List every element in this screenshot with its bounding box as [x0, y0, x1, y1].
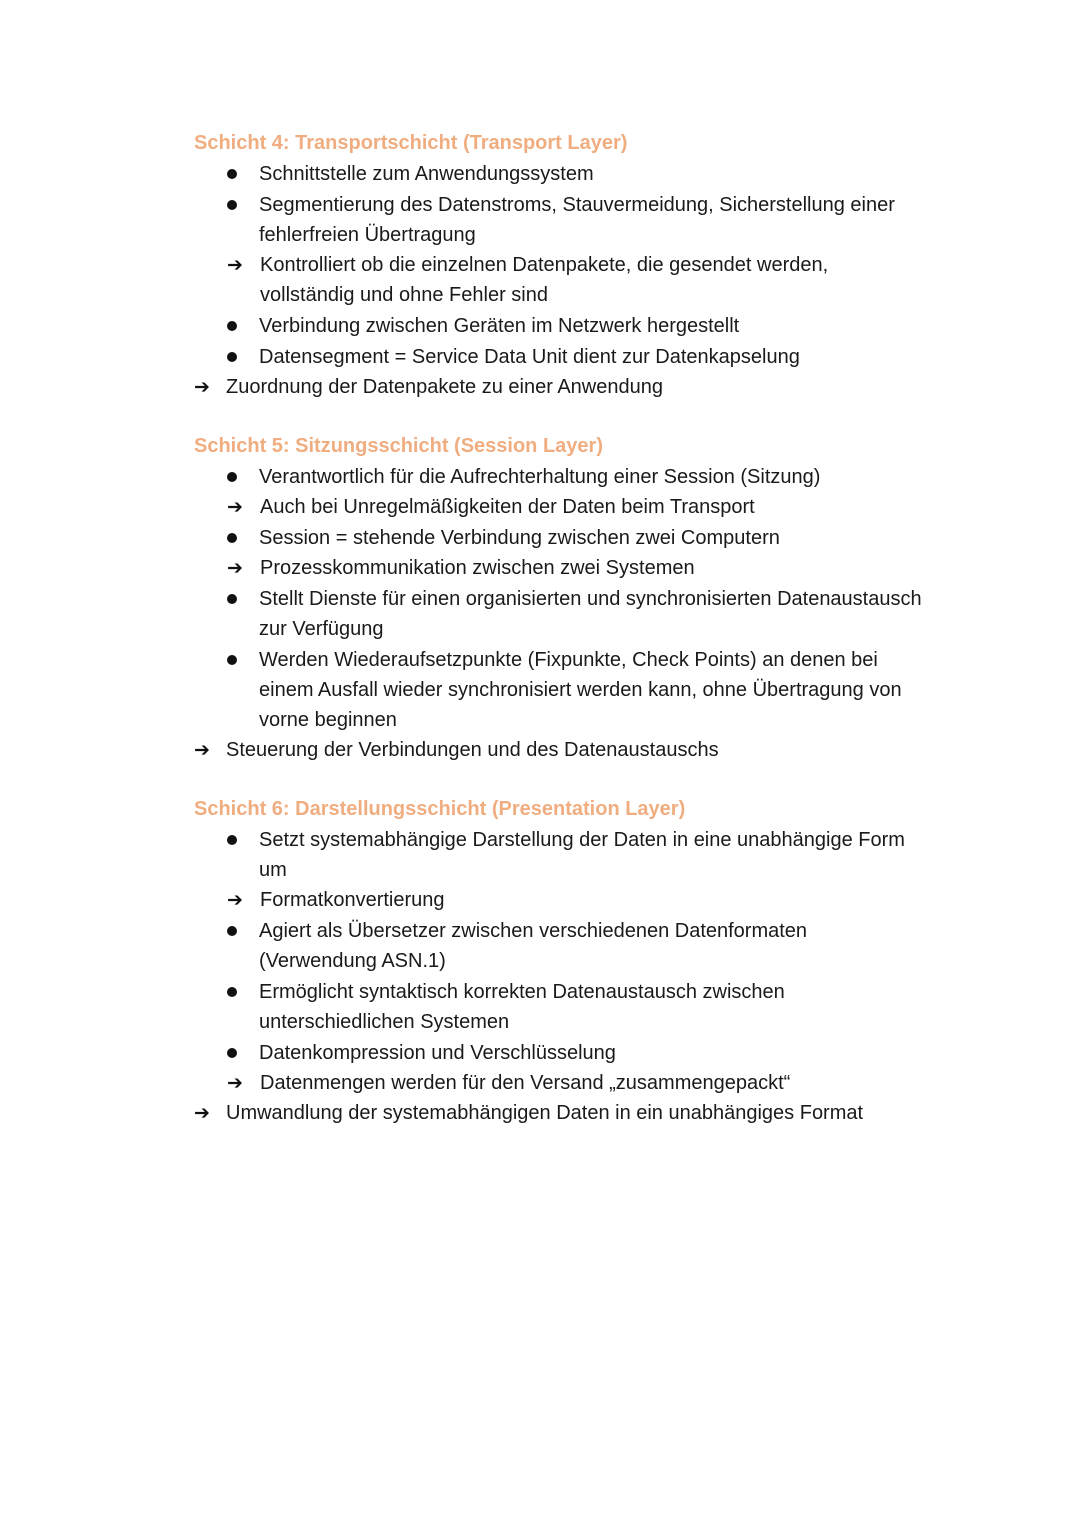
bullet-list: [194, 523, 994, 553]
arrow-right-icon: ➔: [227, 889, 243, 911]
summary-line: [194, 735, 994, 765]
bullet-dot-icon: [227, 1048, 237, 1058]
section-presentation-layer: [194, 794, 994, 1128]
bullet-list: [194, 825, 994, 885]
summary-text: Zuordnung der Datenpakete zu einer Anwendung: [226, 376, 663, 398]
arrow-right-icon: ➔: [194, 376, 210, 398]
bullet-text: Setzt systemabhängige Darstellung der Daten in eine unabhängige Form: [259, 829, 905, 851]
sub-point: [129, 250, 994, 310]
bullet-text: Werden Wiederaufsetzpunkte (Fixpunkte, Check Points) an denen bei: [259, 649, 878, 671]
bullet-text: Session = stehende Verbindung zwischen zwei Computern: [259, 527, 780, 549]
bullet-text: zur Verfügung: [259, 618, 384, 640]
bullet-dot-icon: [227, 594, 237, 604]
bullet-list: [194, 584, 994, 735]
bullet-dot-icon: [227, 987, 237, 997]
bullet-dot-icon: [227, 655, 237, 665]
bullet-text: um: [259, 859, 287, 881]
sub-point: [129, 492, 994, 522]
sub-point-text: Formatkonvertierung: [260, 889, 445, 911]
bullet-item: [194, 825, 994, 885]
summary-text: Steuerung der Verbindungen und des Datenaustauschs: [226, 739, 719, 761]
bullet-item: [194, 1038, 994, 1068]
sub-point: [129, 553, 994, 583]
bullet-item: [194, 190, 994, 250]
sub-point-text: Auch bei Unregelmäßigkeiten der Daten beim Transport: [260, 496, 755, 518]
bullet-text: unterschiedlichen Systemen: [259, 1011, 510, 1033]
bullet-item: [194, 462, 994, 492]
summary-text: Umwandlung der systemabhängigen Daten in ein unabhängiges Format: [226, 1102, 864, 1124]
section-heading: Schicht 5: Sitzungsschicht (Session Layer): [194, 435, 603, 457]
bullet-text: Stellt Dienste für einen organisierten und synchronisierten Datenaustausch: [259, 588, 922, 610]
bullet-text: Datenkompression und Verschlüsselung: [259, 1042, 616, 1064]
bullet-dot-icon: [227, 926, 237, 936]
bullet-item: [194, 977, 994, 1037]
bullet-list: [194, 916, 994, 1068]
sub-point-text: Kontrolliert ob die einzelnen Datenpakete, die gesendet werden,: [260, 254, 829, 276]
bullet-list: [194, 159, 994, 250]
bullet-dot-icon: [227, 533, 237, 543]
summary-line: [194, 372, 994, 402]
summary-line: [194, 1098, 994, 1128]
arrow-right-icon: ➔: [227, 557, 243, 579]
bullet-item: [194, 159, 994, 189]
bullet-list: [194, 462, 994, 492]
arrow-right-icon: ➔: [227, 254, 243, 276]
arrow-right-icon: ➔: [194, 739, 210, 761]
section-session-layer: [194, 431, 994, 765]
section-transport-layer: [194, 128, 994, 402]
section-heading: Schicht 6: Darstellungsschicht (Presentation Layer): [194, 798, 686, 820]
bullet-text: Datensegment = Service Data Unit dient zur Datenkapselung: [259, 346, 800, 368]
bullet-text: vorne beginnen: [259, 709, 397, 731]
bullet-text: fehlerfreien Übertragung: [259, 224, 476, 246]
sub-point-text: vollständig und ohne Fehler sind: [260, 284, 548, 306]
bullet-text: Verbindung zwischen Geräten im Netzwerk hergestellt: [259, 315, 740, 337]
bullet-dot-icon: [227, 835, 237, 845]
bullet-text: (Verwendung ASN.1): [259, 950, 446, 972]
bullet-dot-icon: [227, 200, 237, 210]
bullet-dot-icon: [227, 169, 237, 179]
section-heading: Schicht 4: Transportschicht (Transport Layer): [194, 132, 628, 154]
sub-point: [129, 885, 994, 915]
bullet-item: [194, 916, 994, 976]
bullet-text: Agiert als Übersetzer zwischen verschiedenen Datenformaten: [259, 920, 808, 942]
bullet-item: [194, 584, 994, 644]
bullet-text: Segmentierung des Datenstroms, Stauvermeidung, Sicherstellung einer: [259, 194, 895, 216]
bullet-list: [194, 311, 994, 372]
bullet-item: [194, 311, 994, 341]
bullet-item: [194, 342, 994, 372]
bullet-dot-icon: [227, 321, 237, 331]
bullet-text: Verantwortlich für die Aufrechterhaltung einer Session (Sitzung): [259, 466, 821, 488]
bullet-text: Ermöglicht syntaktisch korrekten Datenaustausch zwischen: [259, 981, 785, 1003]
arrow-right-icon: ➔: [227, 1072, 243, 1094]
bullet-dot-icon: [227, 352, 237, 362]
bullet-item: [194, 523, 994, 553]
sub-point-text: Datenmengen werden für den Versand „zusammengepackt“: [260, 1072, 791, 1094]
bullet-text: einem Ausfall wieder synchronisiert werden kann, ohne Übertragung von: [259, 679, 902, 701]
bullet-text: Schnittstelle zum Anwendungssystem: [259, 163, 594, 185]
bullet-dot-icon: [227, 472, 237, 482]
sub-point: [129, 1068, 994, 1098]
sub-point-text: Prozesskommunikation zwischen zwei Systemen: [260, 557, 695, 579]
bullet-item: [194, 645, 994, 735]
arrow-right-icon: ➔: [194, 1102, 210, 1124]
arrow-right-icon: ➔: [227, 496, 243, 518]
